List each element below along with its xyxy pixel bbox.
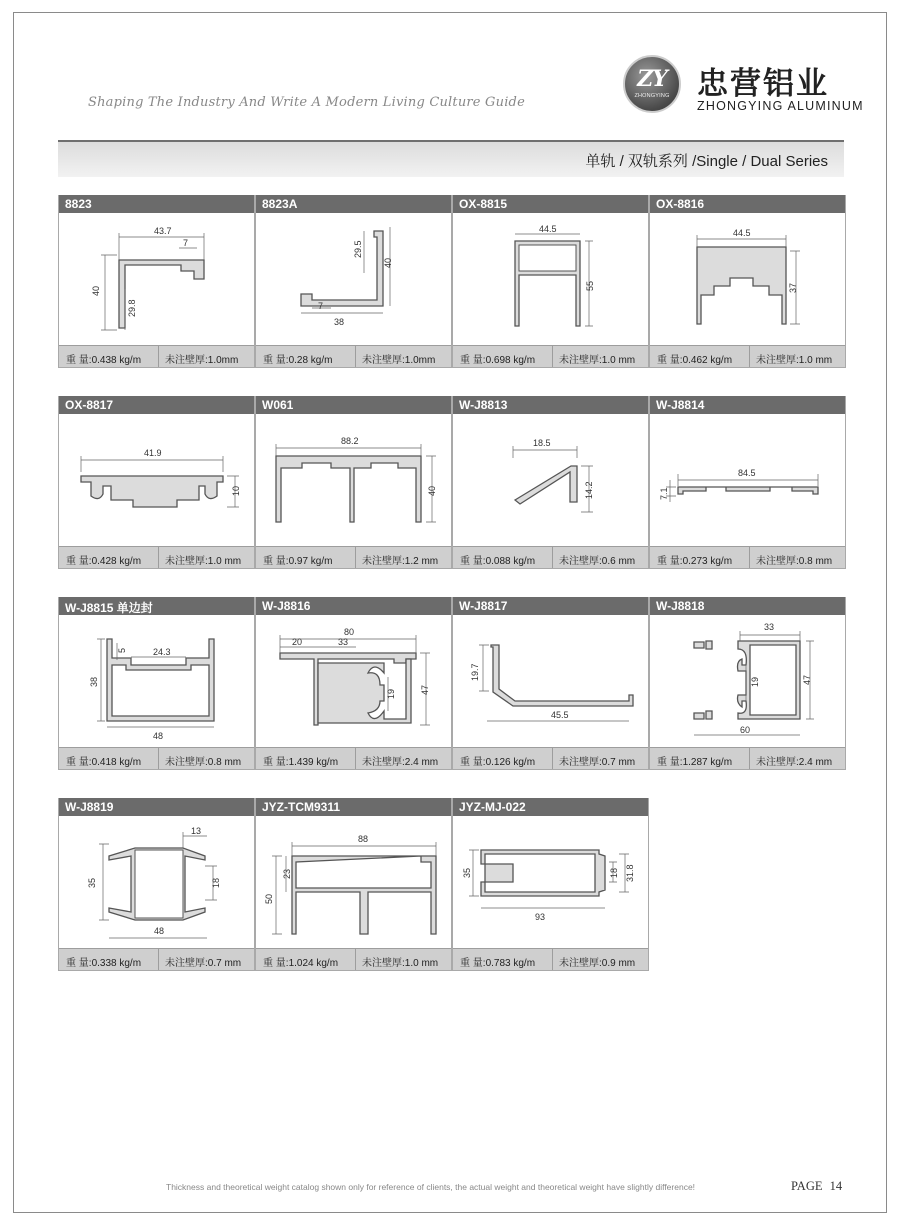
product-spec-bar: [59, 345, 254, 367]
weight-text: 重 量:1.287 kg/m: [657, 757, 733, 768]
product-code: JYZ-MJ-022: [459, 800, 526, 814]
divider: [355, 949, 356, 970]
product-header: [650, 396, 845, 414]
dim-label: 35: [462, 867, 472, 878]
dim-label: 60: [740, 725, 751, 735]
profile-drawing: [453, 615, 648, 747]
dim-label: 14.2: [584, 481, 594, 499]
profile-JYZ-MJ-022-svg: [453, 816, 650, 948]
product-card-W061: [255, 396, 452, 569]
product-card-W-J8814: [649, 396, 846, 569]
dim-label: 44.5: [733, 228, 751, 238]
brand-name-chinese: 忠营铝业: [697, 66, 829, 102]
divider: [552, 949, 553, 970]
profile-W-J8815-svg: [59, 615, 256, 747]
divider: [552, 346, 553, 367]
dim-label: 47: [802, 674, 812, 685]
page-number: [791, 1179, 842, 1194]
product-card-W-J8816: [255, 597, 452, 770]
dim-label: 35: [87, 877, 97, 888]
profile-OX-8816-svg: [650, 213, 847, 345]
divider: [355, 346, 356, 367]
product-card-JYZ-MJ-022: [452, 798, 649, 971]
divider: [158, 547, 159, 568]
section-title: 单轨 / 双轨系列 /Single / Dual Series: [585, 153, 828, 170]
dim-label: 31.8: [625, 864, 635, 882]
profile-drawing: [256, 213, 451, 345]
dim-label: 88.2: [341, 436, 359, 446]
thickness-text: 未注壁厚:0.9 mm: [559, 958, 636, 969]
thickness-text: 未注壁厚:1.0 mm: [165, 556, 242, 567]
dim-label: 24.3: [153, 647, 171, 657]
weight-text: 重 量:1.024 kg/m: [263, 958, 339, 969]
profile-drawing: [453, 414, 648, 546]
product-header: [453, 597, 648, 615]
weight-text: 重 量:0.418 kg/m: [66, 757, 142, 768]
product-code: W-J8819: [65, 800, 114, 814]
dim-label: 84.5: [738, 468, 756, 478]
dim-label: 41.9: [144, 448, 162, 458]
divider: [355, 748, 356, 769]
dim-label: 48: [154, 926, 165, 936]
profile-W-J8813-svg: [453, 414, 650, 546]
product-header: [453, 195, 648, 213]
dim-label: 19: [750, 676, 760, 687]
product-spec-bar: [453, 747, 648, 769]
dim-label: 43.7: [154, 226, 172, 236]
product-spec-bar: [59, 546, 254, 568]
dim-label: 40: [91, 285, 101, 296]
profile-drawing: [59, 615, 254, 747]
product-card-OX-8815: [452, 195, 649, 368]
page-label: PAGE: [791, 1179, 823, 1193]
product-code: OX-8816: [656, 197, 705, 211]
thickness-text: 未注壁厚:1.2 mm: [362, 556, 439, 567]
dim-label: 93: [535, 912, 546, 922]
dim-label: 40: [427, 485, 437, 496]
dim-label: 33: [338, 637, 349, 647]
section-title-band: [58, 140, 844, 177]
product-header: [256, 195, 451, 213]
profile-OX-8817-svg: [59, 414, 256, 546]
divider: [749, 748, 750, 769]
divider: [749, 346, 750, 367]
product-spec-bar: [453, 345, 648, 367]
product-code: W-J8813: [459, 398, 508, 412]
product-header: [650, 597, 845, 615]
logo-mark: ZY: [637, 66, 667, 92]
profile-OX-8815-svg: [453, 213, 650, 345]
thickness-text: 未注壁厚:0.8 mm: [756, 556, 833, 567]
weight-text: 重 量:0.28 kg/m: [263, 355, 333, 366]
divider: [158, 949, 159, 970]
profile-W-J8818-svg: [650, 615, 847, 747]
slogan: Shaping The Industry And Write A Modern Living Culture Guide: [88, 95, 525, 110]
brand-name-english: ZHONGYING ALUMINUM: [697, 99, 864, 113]
product-header: [59, 597, 254, 615]
product-spec-bar: [650, 747, 845, 769]
divider: [552, 547, 553, 568]
profile-W061-svg: [256, 414, 453, 546]
product-header: [256, 396, 451, 414]
dim-label: 18: [609, 867, 619, 878]
dim-label: 7: [318, 301, 324, 311]
product-card-W-J8819: [58, 798, 255, 971]
thickness-text: 未注壁厚:1.0mm: [362, 355, 436, 366]
weight-text: 重 量:1.439 kg/m: [263, 757, 339, 768]
product-code: JYZ-TCM9311: [262, 800, 341, 814]
thickness-text: 未注壁厚:0.7 mm: [165, 958, 242, 969]
profile-JYZ-TCM9311-svg: [256, 816, 453, 948]
dim-label: 88: [358, 834, 369, 844]
dim-label: 37: [788, 282, 798, 293]
product-code: W-J8815 单边封: [65, 601, 153, 615]
product-header: [59, 396, 254, 414]
product-card-OX-8817: [58, 396, 255, 569]
weight-text: 重 量:0.088 kg/m: [460, 556, 536, 567]
profile-drawing: [453, 816, 648, 948]
product-spec-bar: [256, 546, 451, 568]
divider: [158, 346, 159, 367]
weight-text: 重 量:0.338 kg/m: [66, 958, 142, 969]
weight-text: 重 量:0.783 kg/m: [460, 958, 536, 969]
weight-text: 重 量:0.97 kg/m: [263, 556, 333, 567]
dim-label: 50: [264, 893, 274, 904]
profile-drawing: [650, 414, 845, 546]
profile-drawing: [59, 816, 254, 948]
profile-drawing: [650, 615, 845, 747]
profile-drawing: [650, 213, 845, 345]
dim-label: 20: [292, 637, 303, 647]
product-card-W-J8815: [58, 597, 255, 770]
product-spec-bar: [59, 948, 254, 970]
product-card-JYZ-TCM9311: [255, 798, 452, 971]
weight-text: 重 量:0.462 kg/m: [657, 355, 733, 366]
product-code: W061: [262, 398, 294, 412]
profile-8823-svg: [59, 213, 256, 345]
profile-drawing: [256, 816, 451, 948]
product-header: [256, 597, 451, 615]
profile-drawing: [59, 414, 254, 546]
dim-label: 38: [89, 676, 99, 687]
dim-label: 10: [231, 485, 241, 496]
dim-label: 44.5: [539, 224, 557, 234]
dim-label: 18: [211, 877, 221, 888]
product-code: W-J8814: [656, 398, 705, 412]
profile-drawing: [256, 414, 451, 546]
dim-label: 48: [153, 731, 164, 741]
product-header: [59, 195, 254, 213]
dim-label: 55: [585, 280, 595, 291]
product-spec-bar: [453, 948, 648, 970]
dim-label: 29.5: [353, 240, 363, 258]
product-card-W-J8817: [452, 597, 649, 770]
dim-label: 7.1: [659, 487, 669, 500]
product-header: [256, 798, 451, 816]
thickness-text: 未注壁厚:0.8 mm: [165, 757, 242, 768]
product-code: 8823: [65, 197, 92, 211]
product-code: W-J8816: [262, 599, 311, 613]
thickness-text: 未注壁厚:1.0 mm: [362, 958, 439, 969]
thickness-text: 未注壁厚:2.4 mm: [362, 757, 439, 768]
product-spec-bar: [256, 948, 451, 970]
product-spec-bar: [59, 747, 254, 769]
product-code: 8823A: [262, 197, 298, 211]
product-header: [453, 798, 648, 816]
dim-label: 23: [282, 868, 292, 879]
dim-label: 47: [420, 684, 430, 695]
thickness-text: 未注壁厚:1.0 mm: [756, 355, 833, 366]
profile-W-J8817-svg: [453, 615, 650, 747]
product-header: [650, 195, 845, 213]
product-spec-bar: [650, 546, 845, 568]
dim-label: 29.8: [127, 299, 137, 317]
dim-label: 45.5: [551, 710, 569, 720]
product-spec-bar: [256, 747, 451, 769]
product-header: [453, 396, 648, 414]
dim-label: 19.7: [470, 663, 480, 681]
logo-subtext: ZHONGYING: [634, 93, 670, 99]
product-code: W-J8817: [459, 599, 508, 613]
product-code: OX-8817: [65, 398, 114, 412]
product-card-OX-8816: [649, 195, 846, 368]
dim-label: 38: [334, 317, 345, 327]
weight-text: 重 量:0.126 kg/m: [460, 757, 536, 768]
dim-label: 40: [383, 257, 393, 268]
weight-text: 重 量:0.698 kg/m: [460, 355, 536, 366]
dim-label: 7: [183, 238, 189, 248]
product-spec-bar: [256, 345, 451, 367]
profile-drawing: [256, 615, 451, 747]
product-card-8823A: [255, 195, 452, 368]
weight-text: 重 量:0.438 kg/m: [66, 355, 142, 366]
dim-label: 5: [117, 647, 127, 653]
product-code: OX-8815: [459, 197, 508, 211]
disclaimer-note: Thickness and theoretical weight catalog shown only for reference of clients, the actual weight and theoretical weight have slightly difference!: [166, 1182, 696, 1192]
dim-label: 13: [191, 826, 202, 836]
weight-text: 重 量:0.428 kg/m: [66, 556, 142, 567]
profile-drawing: [59, 213, 254, 345]
profile-W-J8814-svg: [650, 414, 847, 546]
product-header: [59, 798, 254, 816]
product-card-W-J8818: [649, 597, 846, 770]
company-logo: [623, 55, 681, 113]
product-card-8823: [58, 195, 255, 368]
divider: [355, 547, 356, 568]
divider: [749, 547, 750, 568]
profile-drawing: [453, 213, 648, 345]
profile-8823A-svg: [256, 213, 453, 345]
product-card-W-J8813: [452, 396, 649, 569]
dim-label: 33: [764, 622, 775, 632]
dim-label: 80: [344, 627, 355, 637]
dim-label: 19: [386, 688, 396, 699]
thickness-text: 未注壁厚:1.0mm: [165, 355, 239, 366]
thickness-text: 未注壁厚:1.0 mm: [559, 355, 636, 366]
product-spec-bar: [650, 345, 845, 367]
product-spec-bar: [453, 546, 648, 568]
divider: [158, 748, 159, 769]
thickness-text: 未注壁厚:0.6 mm: [559, 556, 636, 567]
weight-text: 重 量:0.273 kg/m: [657, 556, 733, 567]
dim-label: 18.5: [533, 438, 551, 448]
profile-W-J8819-svg: [59, 816, 256, 948]
page-number-value: 14: [829, 1179, 843, 1193]
profile-W-J8816-svg: [256, 615, 453, 747]
thickness-text: 未注壁厚:2.4 mm: [756, 757, 833, 768]
product-code: W-J8818: [656, 599, 705, 613]
thickness-text: 未注壁厚:0.7 mm: [559, 757, 636, 768]
divider: [552, 748, 553, 769]
